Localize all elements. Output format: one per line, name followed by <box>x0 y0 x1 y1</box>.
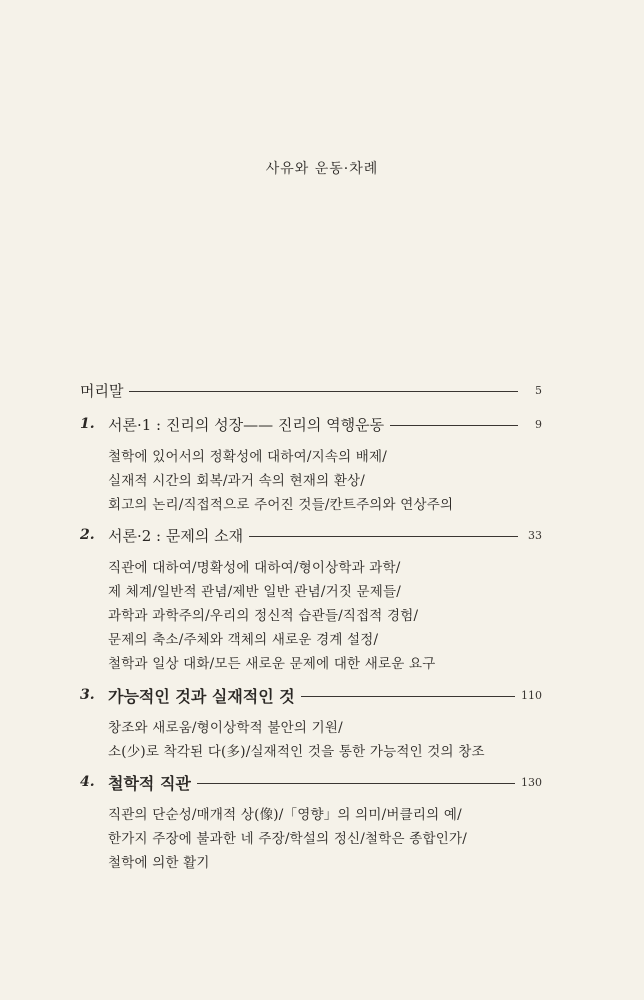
toc-entry-number: 3. <box>80 687 95 703</box>
leader-line <box>301 696 515 697</box>
toc-subitems: 실재적 시간의 회복/과거 속의 현재의 환상/ <box>108 473 366 489</box>
toc-entry-page: 5 <box>535 383 542 397</box>
toc-subitems: 창조와 새로움/형이상학적 불안의 기원/ <box>108 720 343 736</box>
toc-entry-page: 130 <box>521 775 542 789</box>
toc-entry-1[interactable] <box>80 413 542 435</box>
page-title: 사유와 운동·차례 <box>265 161 379 177</box>
toc-subitems: 회고의 논리/직접적으로 주어진 것들/칸트주의와 연상주의 <box>108 497 454 513</box>
toc-entry-label: 가능적인 것과 실재적인 것 <box>108 686 295 706</box>
toc-entry-label: 서론·2 : 문제의 소재 <box>108 526 244 545</box>
toc-entry-label: 머리말 <box>80 381 124 400</box>
toc-entry-preface[interactable] <box>80 379 542 401</box>
toc-entry-2[interactable] <box>80 524 542 546</box>
toc-subitems: 철학과 일상 대화/모든 새로운 문제에 대한 새로운 요구 <box>108 656 436 672</box>
toc-entry-4[interactable] <box>80 771 542 793</box>
toc-subitems: 과학과 과학주의/우리의 정신적 습관들/직접적 경험/ <box>108 608 419 624</box>
toc-entry-number: 1. <box>80 416 95 432</box>
leader-line <box>249 536 518 537</box>
toc-subitems: 문제의 축소/주체와 객체의 새로운 경계 설정/ <box>108 632 379 648</box>
toc-subitems: 철학에 있어서의 정확성에 대하여/지속의 배제/ <box>108 449 388 465</box>
toc-entry-page: 110 <box>521 688 542 702</box>
toc-entry-label: 철학적 직관 <box>108 773 191 793</box>
toc-subitems: 제 체계/일반적 관념/제반 일반 관념/거짓 문제들/ <box>108 584 402 600</box>
leader-line <box>390 425 518 426</box>
toc-subitems: 철학에 의한 활기 <box>108 855 210 871</box>
toc-subitems: 소(少)로 착각된 다(多)/실재적인 것을 통한 가능적인 것의 창조 <box>108 744 485 760</box>
toc-subitems: 한가지 주장에 불과한 네 주장/학설의 정신/철학은 종합인가/ <box>108 831 467 847</box>
toc-entry-label: 서론·1 : 진리의 성장—— 진리의 역행운동 <box>108 415 385 434</box>
toc-entry-3[interactable] <box>80 684 542 706</box>
toc-subitems: 직관의 단순성/매개적 상(像)/「영향」의 의미/버클리의 예/ <box>108 807 462 823</box>
leader-line <box>129 391 518 392</box>
leader-line <box>197 783 515 784</box>
toc-subitems: 직관에 대하여/명확성에 대하여/형이상학과 과학/ <box>108 560 401 576</box>
toc-entry-page: 9 <box>535 417 542 431</box>
toc-entry-number: 4. <box>80 774 95 790</box>
toc-entry-page: 33 <box>528 528 542 542</box>
toc-entry-number: 2. <box>80 527 95 543</box>
